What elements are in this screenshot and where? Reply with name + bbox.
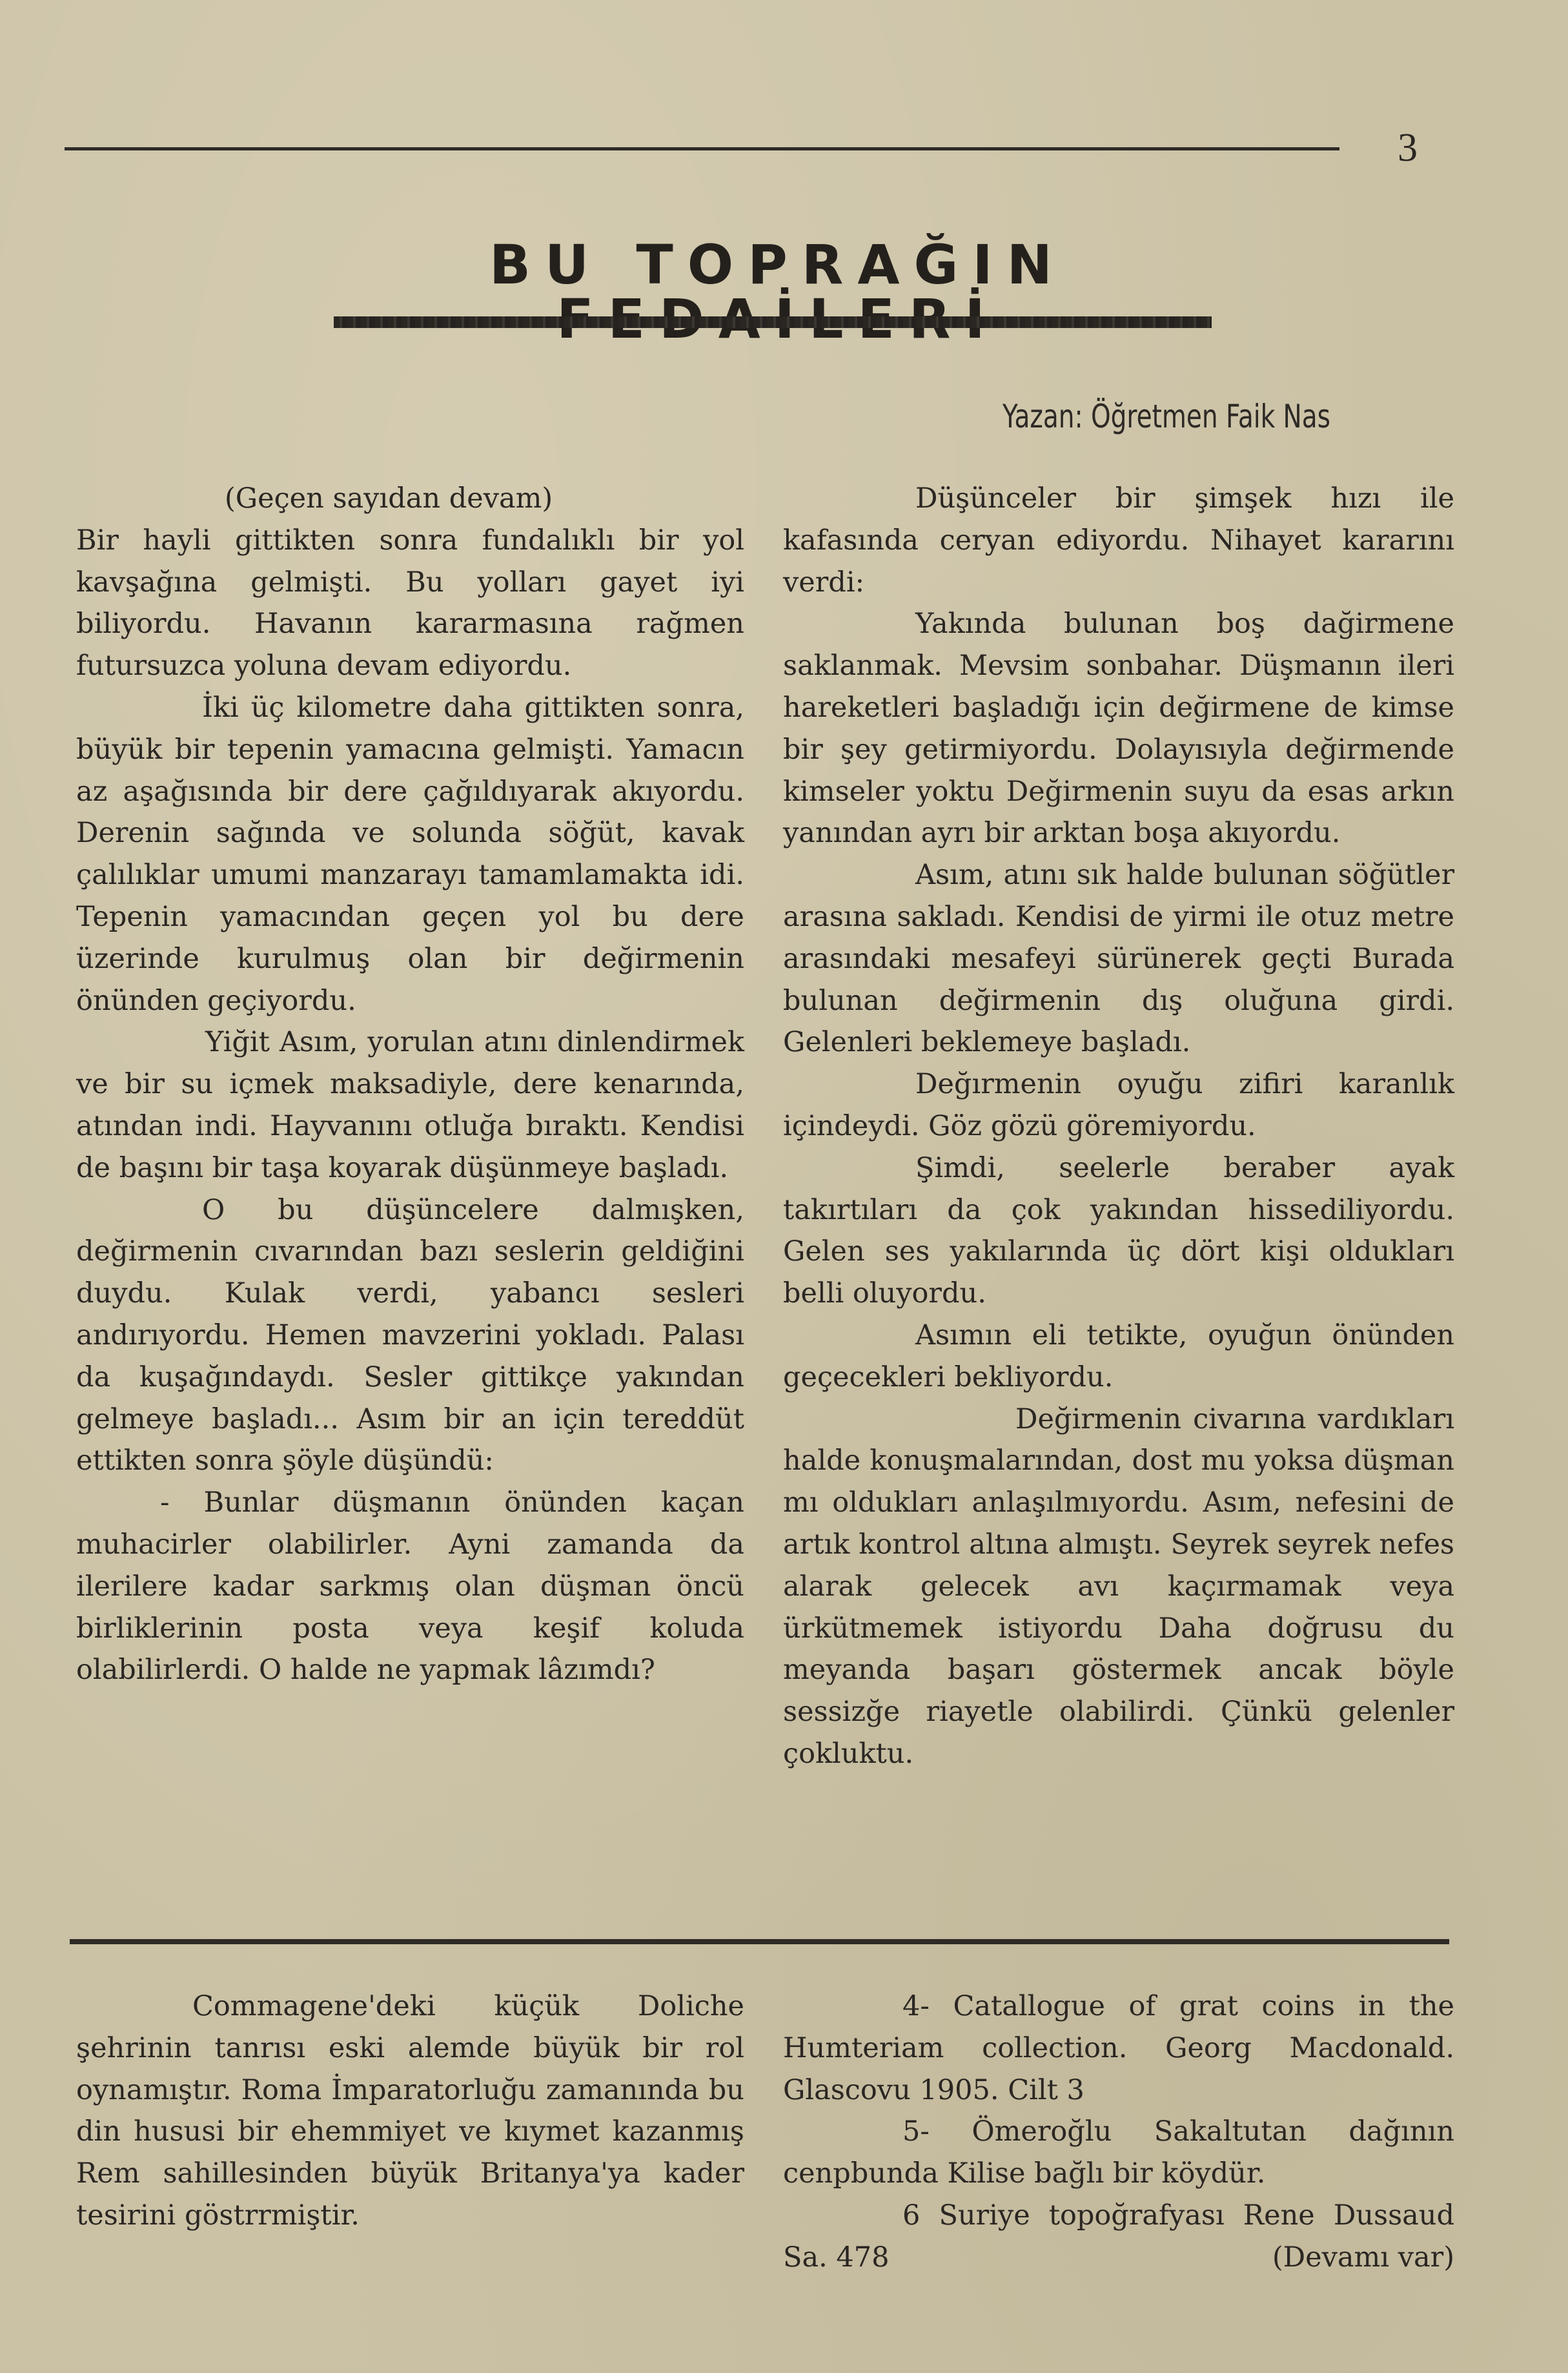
- article-title: BU TOPRAĞIN: [489, 233, 1066, 296]
- paragraph: Değirmenin civarına vardıkları halde konuşmalarından, dost mu yoksa düşman mı oldukları anlaşılmıyordu. Asım, nefesini de artık kontrol altına almıştı. Seyrek seyrek nefes alarak gelecek avı kaçırmamak veya ürkütmemek istiyordu Daha doğrusu du meyanda başarı göstermek ancak böyle sessizğe riayetle olabilirdi. Çünkü gelenler çokluktu.: [783, 1402, 1454, 1770]
- paragraph: Şimdi, seelerle beraber ayak takırtıları da çok yakından hissediliyordu. Gelen ses yakılarında üç dört kişi oldukları belli oluyordu.: [783, 1151, 1454, 1310]
- footnote: Commagene'deki küçük Doliche şehrinin tanrısı eski alemde büyük bir rol oynamıştır. Roma İmparatorluğu zamanında bu din hususi bir ehemmiyet ve kıymet kazanmış Rem sahillesinden büyük Britanya'ya kader tesirini göstrrmiştir.: [76, 1990, 744, 2232]
- paragraph: Yakında bulunan boş dağirmene saklanmak. Mevsim sonbahar. Düşmanın ileri hareketleri başladığı için değirmene de kimse bir şey getirmiyordu. Dolayısıyla değirmende kimseler yoktu Değirmenin suyu da esas arkın yanından ayrı bir arktan boşa akıyordu.: [783, 608, 1454, 850]
- page-number: 3: [1398, 126, 1418, 170]
- paragraph: O bu düşüncelere dalmışken, değirmenin cıvarından bazı seslerin geldiğini duydu. Kulak verdi, yabancı sesleri andırıyordu. Hemen mavzerini yokladı. Palası da kuşağındaydı. Sesler gittikçe yakından gelmeye başladı... Asım bir an için tereddüt ettikten sonra şöyle düşündü:: [76, 1193, 744, 1477]
- paragraph: - Bunlar düşmanın önünden kaçan muhacirler olabilirler. Ayni zamanda da ilerilere kadar sarkmış olan düşman öncü birliklerinin posta veya keşif koluda olabilirlerdi. O halde ne yapmak lâzımdı?: [76, 1486, 744, 1687]
- paragraph: Yiğit Asım, yorulan atını dinlendirmek ve bir su içmek maksadiyle, dere kenarında, atından indi. Hayvanını otluğa bıraktı. Kendisi de başını bir taşa koyarak düşünmeye başladı.: [76, 1026, 744, 1184]
- paragraph: Asımın eli tetikte, oyuğun önünden geçecekleri bekliyordu.: [783, 1319, 1454, 1393]
- paragraph: Değırmenin oyuğu zifiri karanlık içindeydi. Göz gözü göremiyordu.: [783, 1068, 1454, 1142]
- paragraph: Düşünceler bir şimşek hızı ile kafasında ceryan ediyordu. Nihayet kararını verdi:: [783, 482, 1454, 599]
- footnote-divider: [70, 1939, 1449, 1944]
- footnotes-left: [76, 1986, 744, 2237]
- footnote: 4- Catallogue of grat coins in the Humteriam collection. Georg Macdonald. Glascovu 1905. Cilt 3: [783, 1990, 1454, 2106]
- paragraph: Bir hayli gittikten sonra fundalıklı bir yol kavşağına gelmişti. Bu yolları gayet iyi biliyordu. Havanın kararmasına rağmen futursuzca yoluna devam ediyordu.: [76, 524, 744, 683]
- paragraph: İki üç kilometre daha gittikten sonra, büyük bir tepenin yamacına gelmişti. Yamacın az aşağısında bir dere çağıldıyarak akıyordu. Derenin sağında ve solunda söğüt, kavak çalılıklar umumi manzarayı tamamlamakta idi. Tepenin yamacından geçen yol bu dere üzerinde kurulmuş olan bir değirmenin önünden geçiyordu.: [76, 691, 744, 1017]
- title-underline: [334, 316, 1212, 328]
- footnote: 5- Ömeroğlu Sakaltutan dağının cenpbunda Kilise bağlı bir köydür.: [783, 2115, 1454, 2190]
- right-column: [783, 478, 1454, 1775]
- header-rule: [65, 147, 1339, 150]
- author-byline: Yazan: Öğretmen Faik Nas: [1003, 398, 1330, 435]
- paragraph: Asım, atını sık halde bulunan söğütler arasına sakladı. Kendisi de yirmi ile otuz metre arasındaki mesafeyi sürünerek geçti Burada bulunan değirmenin dış oluğuna girdi. Gelenleri beklemeye başladı.: [783, 859, 1454, 1059]
- continued-note: (Devamı var): [1272, 2241, 1454, 2274]
- footnote: 6 Suriye topoğrafyası Rene Dussaud Sa. 478: [783, 2199, 1454, 2274]
- paragraph: (Geçen sayıdan devam): [225, 482, 553, 515]
- footnotes-right: [783, 1986, 1454, 2279]
- left-column: [76, 478, 744, 1691]
